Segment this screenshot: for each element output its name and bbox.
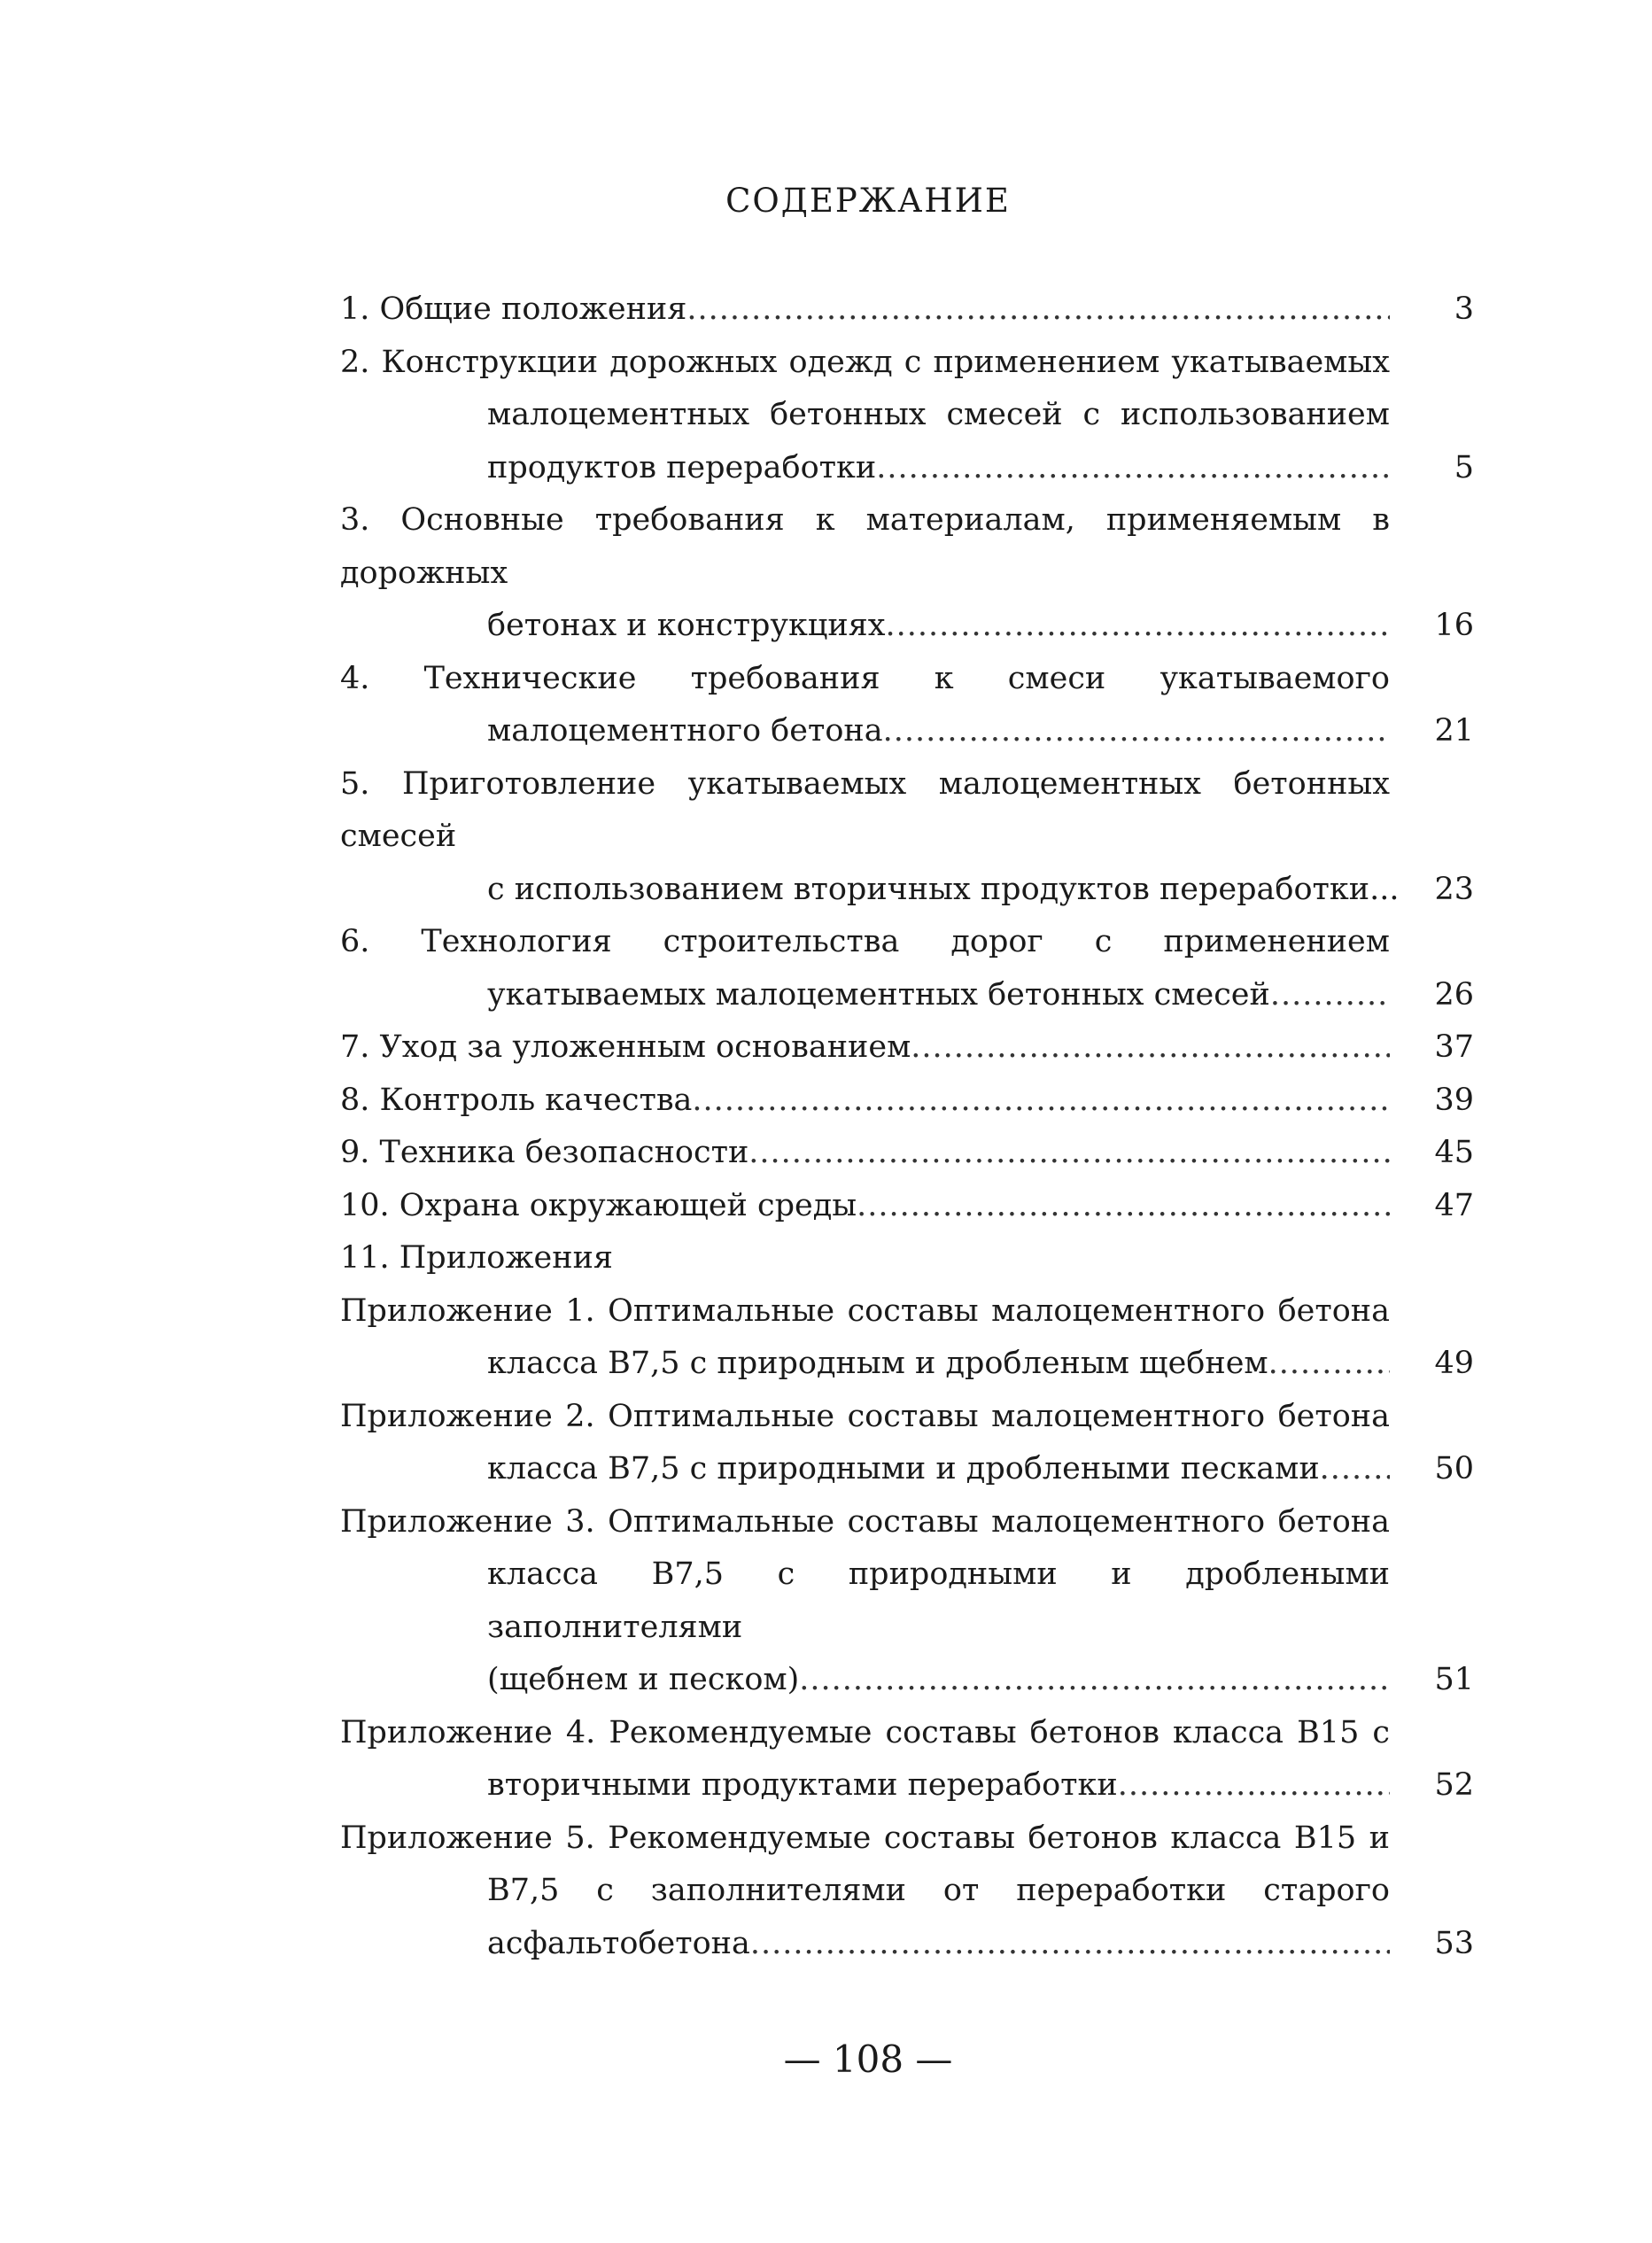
- toc-entry-text: [340, 1021, 1390, 1075]
- dot-leader: [1270, 969, 1390, 1022]
- page-number: — 108 —: [783, 2037, 953, 2081]
- toc-entry-line: Приложение 5. Рекомендуемые составы бетонов класса В15 и: [340, 1820, 1390, 1856]
- toc-entry-text: [340, 1707, 1390, 1812]
- toc-entry-line: Приложение 1. Оптимальные составы малоцементного бетона: [340, 1292, 1390, 1329]
- dot-leader: [1118, 1759, 1390, 1812]
- toc-entry: [340, 653, 1474, 758]
- dot-leader: [886, 600, 1391, 653]
- dot-leader: [750, 1918, 1390, 1971]
- toc-page-number: 45: [1434, 1135, 1474, 1170]
- toc-entry: [340, 1075, 1474, 1128]
- toc-page-number: 53: [1434, 1925, 1474, 1961]
- toc-entry-text: [340, 1075, 1390, 1128]
- toc-entry-line: 3. Основные требования к материалам, применяемым в дорожных: [340, 502, 1390, 591]
- toc-entry: [340, 1707, 1474, 1812]
- toc-entry-text: [340, 1180, 1390, 1233]
- dot-leader: [876, 442, 1390, 495]
- toc-page-number: 21: [1434, 713, 1474, 749]
- dot-leader: [883, 705, 1390, 758]
- toc-entry-line: Приложение 2. Оптимальные составы малоцементного бетона: [340, 1398, 1390, 1434]
- toc-entry: [340, 1127, 1474, 1180]
- dot-leader: [911, 1021, 1390, 1075]
- toc-entry-line: В7,5 с заполнителями от переработки старого: [487, 1873, 1390, 1908]
- toc-entry-text: [340, 916, 1390, 1021]
- toc-entry-line: продуктов переработки .....: [340, 442, 1390, 495]
- toc-entry: [340, 1021, 1474, 1075]
- toc-entry-line: 10. Охрана окружающей среды .....: [340, 1180, 1390, 1233]
- page-title: СОДЕРЖАНИЕ: [725, 182, 1011, 220]
- toc-entry-text: [340, 1285, 1390, 1391]
- toc-page-number: 39: [1434, 1082, 1474, 1118]
- toc-entry-line: асфальтобетона .....: [340, 1918, 1390, 1971]
- toc-entry-line: (щебнем и песком) .....: [340, 1654, 1390, 1707]
- dot-leader: [692, 1075, 1390, 1128]
- toc-entry: [340, 1232, 1474, 1285]
- toc-entry-text: [340, 1232, 1390, 1285]
- toc-entry: [340, 1285, 1474, 1391]
- toc-entry: [340, 337, 1474, 495]
- toc-entry-text: [340, 758, 1400, 917]
- toc-page-number: 50: [1434, 1451, 1474, 1486]
- toc-entry-line: класса В7,5 с природными и дроблеными заполнителями: [487, 1556, 1390, 1645]
- toc-entry-line: 2. Конструкции дорожных одежд с применением укатываемых: [340, 344, 1390, 380]
- dot-leader: [799, 1654, 1390, 1707]
- toc-entry: [340, 758, 1474, 917]
- toc-entry-text: [340, 494, 1390, 653]
- table-of-contents: [340, 283, 1474, 1970]
- toc-entry-line: 11. Приложения: [340, 1240, 613, 1276]
- dot-leader: [748, 1127, 1390, 1180]
- toc-entry-text: [340, 1496, 1390, 1707]
- toc-entry-line: укатываемых малоцементных бетонных смесей .....: [340, 969, 1390, 1022]
- toc-page-number: 23: [1434, 871, 1474, 907]
- toc-entry: [340, 1391, 1474, 1496]
- toc-entry: [340, 494, 1474, 653]
- toc-entry-line: класса В7,5 с природным и дробленым щебнем .....: [340, 1338, 1390, 1391]
- toc-entry-line: Приложение 3. Оптимальные составы малоцементного бетона: [340, 1503, 1390, 1540]
- dot-leader: [1268, 1338, 1390, 1391]
- toc-entry-line: 9. Техника безопасности .....: [340, 1127, 1390, 1180]
- toc-page-number: 52: [1434, 1767, 1474, 1803]
- toc-entry-line: Приложение 4. Рекомендуемые составы бетонов класса В15 с: [340, 1714, 1390, 1750]
- dot-leader: [686, 283, 1390, 337]
- toc-entry-text: [340, 283, 1390, 337]
- toc-entry: [340, 916, 1474, 1021]
- toc-entry-line: вторичными продуктами переработки .....: [340, 1759, 1390, 1812]
- toc-entry-line: с использованием вторичных продуктов переработки...: [487, 871, 1400, 907]
- toc-entry: [340, 283, 1474, 337]
- dot-leader: [1320, 1443, 1390, 1496]
- toc-page-number: 16: [1434, 608, 1474, 643]
- toc-page-number: 5: [1454, 449, 1474, 485]
- toc-entry-line: бетонах и конструкциях .....: [340, 600, 1390, 653]
- toc-entry-line: 5. Приготовление укатываемых малоцементных бетонных смесей: [340, 765, 1390, 854]
- dot-leader: [857, 1180, 1390, 1233]
- toc-page-number: 47: [1434, 1187, 1474, 1223]
- toc-entry-line: 6. Технология строительства дорог с применением: [340, 924, 1390, 959]
- toc-entry-line: 1. Общие положения .....: [340, 283, 1390, 337]
- toc-entry: [340, 1812, 1474, 1971]
- toc-entry-line: малоцементных бетонных смесей с использованием: [487, 397, 1390, 432]
- toc-entry: [340, 1180, 1474, 1233]
- toc-entry: [340, 1496, 1474, 1707]
- toc-page-number: 3: [1454, 291, 1474, 327]
- toc-page-number: 26: [1434, 976, 1474, 1013]
- toc-entry-text: [340, 337, 1390, 495]
- toc-entry-text: [340, 1812, 1390, 1971]
- toc-entry-line: 4. Технические требования к смеси укатываемого: [340, 660, 1390, 696]
- toc-entry-line: класса В7,5 с природными и дроблеными песками .....: [340, 1443, 1390, 1496]
- toc-entry-text: [340, 1391, 1390, 1496]
- toc-page-number: 51: [1434, 1662, 1474, 1697]
- toc-entry-text: [340, 1127, 1390, 1180]
- toc-entry-line: малоцементного бетона .....: [340, 705, 1390, 758]
- toc-entry-text: [340, 653, 1390, 758]
- toc-entry-line: 7. Уход за уложенным основанием .....: [340, 1021, 1390, 1075]
- toc-entry-line: 8. Контроль качества .....: [340, 1075, 1390, 1128]
- toc-page-number: 49: [1434, 1346, 1474, 1381]
- toc-page-number: 37: [1434, 1029, 1474, 1065]
